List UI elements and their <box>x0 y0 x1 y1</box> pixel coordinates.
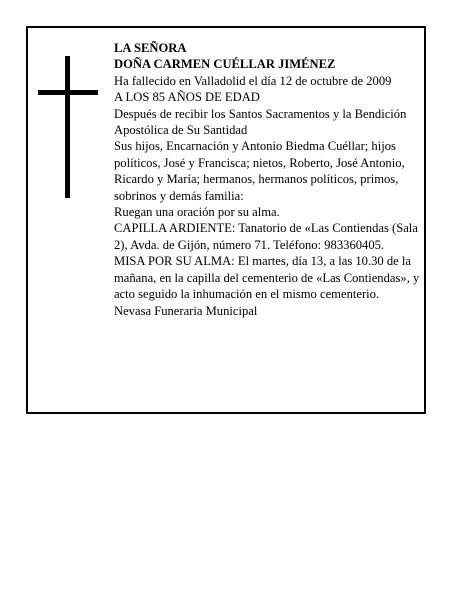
obituary-notice <box>26 26 426 414</box>
prayer-line: Ruegan una oración por su alma. <box>114 205 280 220</box>
notice-text <box>114 40 424 319</box>
cross-icon <box>38 56 98 198</box>
chapel-line: CAPILLA ARDIENTE: Tanatorio de «Las Contiendas (Sala 2), Avda. de Gijón, número 71. Teléfono: 983360405. <box>114 221 418 252</box>
death-info: Ha fallecido en Valladolid el día 12 de octubre de 2009 <box>114 73 392 88</box>
deceased-name: DOÑA CARMEN CUÉLLAR JIMÉNEZ <box>114 57 336 72</box>
sacraments-line: Después de recibir los Santos Sacramentos y la Bendición Apostólica de Su Santidad <box>114 106 407 138</box>
age-line: A LOS 85 AÑOS DE EDAD <box>114 90 260 105</box>
title-line-1: LA SEÑORA <box>114 41 187 55</box>
mass-line: MISA POR SU ALMA: El martes, día 13, a las 10.30 de la mañana, en la capilla del cementerio de «Las Contiendas», y acto seguido la inhumación en el mismo cementerio. <box>114 254 420 302</box>
funeral-home-line: Nevasa Funeraria Municipal <box>114 303 258 318</box>
family-line: Sus hijos, Encarnación y Antonio Biedma Cuéllar; hijos políticos, José y Francisca; nietos, Roberto, José Antonio, Ricardo y María; hermanos, hermanos políticos, primos, sobrinos y demás familia: <box>114 139 405 203</box>
